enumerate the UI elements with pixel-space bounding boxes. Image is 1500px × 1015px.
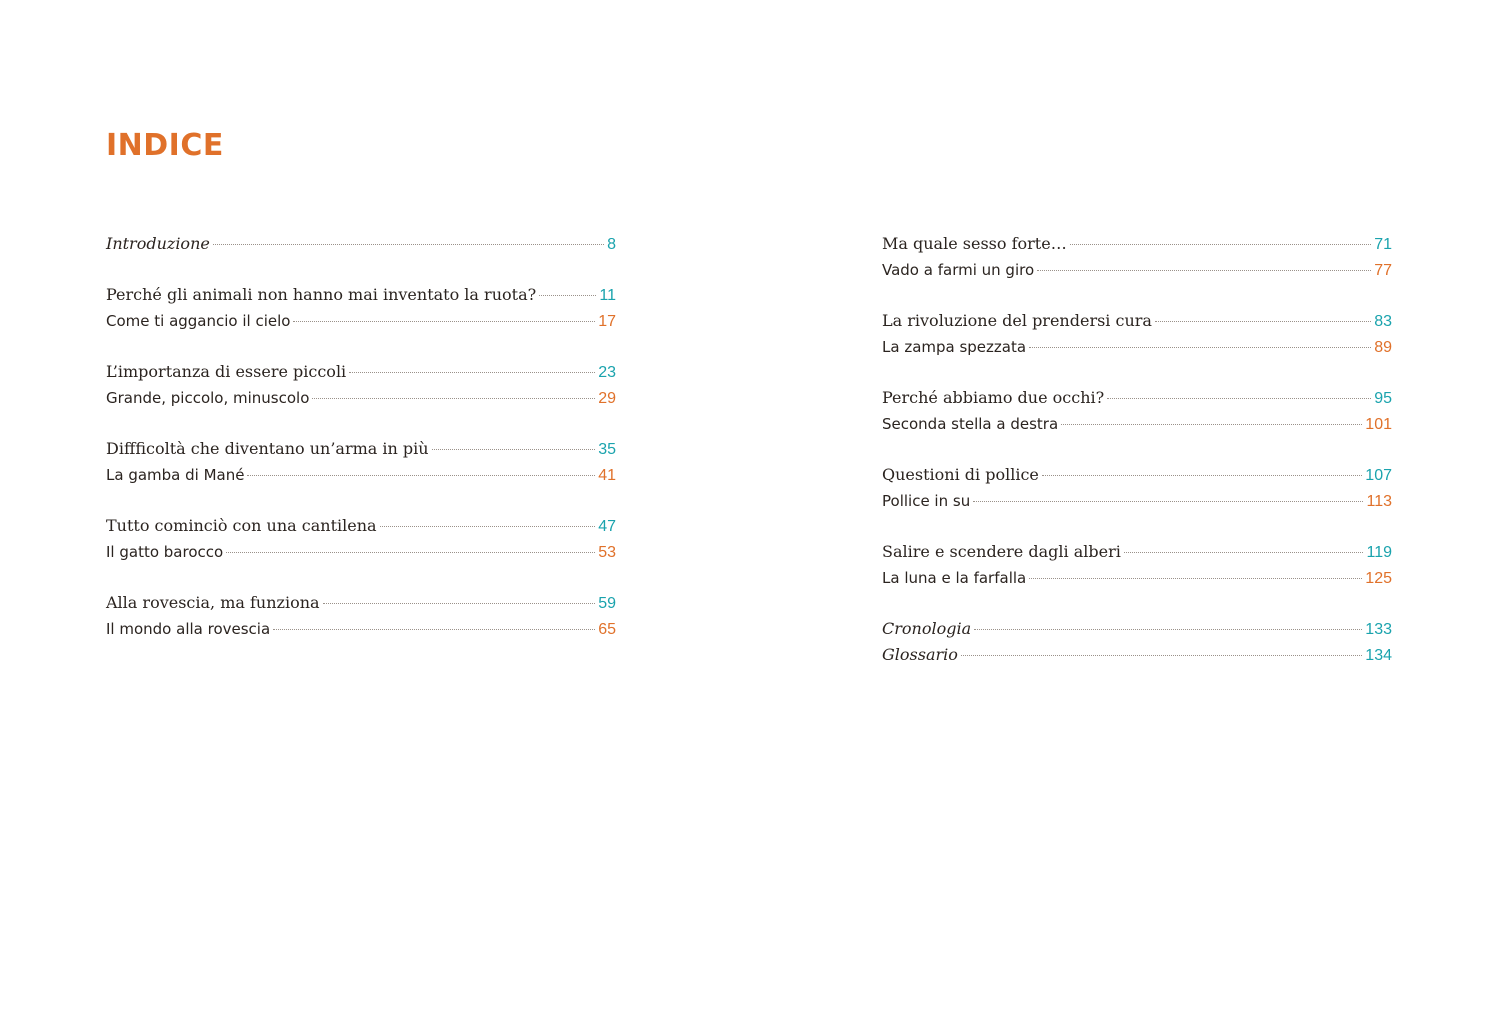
toc-entry-page: 95 (1374, 390, 1392, 407)
dot-leader (1037, 270, 1371, 271)
toc-group-chapter (106, 359, 616, 411)
toc-entry[interactable] (106, 385, 616, 411)
toc-group-chapter (882, 462, 1392, 514)
toc-entry-page: 65 (598, 621, 616, 638)
toc-entry-page: 101 (1365, 416, 1392, 433)
toc-entry-title: L’importanza di essere piccoli (106, 362, 347, 381)
dot-leader (1107, 398, 1371, 399)
toc-entry[interactable] (882, 616, 1392, 642)
toc-entry-page: 29 (598, 390, 616, 407)
toc-entry-title: La luna e la farfalla (882, 569, 1027, 587)
toc-entry-title: Pollice in su (882, 492, 971, 510)
toc-entry[interactable] (106, 616, 616, 642)
toc-entry-page: 77 (1374, 262, 1392, 279)
dot-leader (273, 629, 595, 630)
toc-group-chapter (882, 539, 1392, 591)
toc-entry-page: 47 (598, 518, 616, 535)
toc-entry-page: 83 (1374, 313, 1392, 330)
toc-group-chapter (106, 513, 616, 565)
dot-leader (1155, 321, 1371, 322)
toc-group-chapter (106, 282, 616, 334)
toc-entry-page: 59 (598, 595, 616, 612)
toc-entry-page: 134 (1365, 647, 1392, 664)
toc-entry[interactable] (106, 436, 616, 462)
toc-entry-page: 113 (1366, 493, 1392, 510)
dot-leader (213, 244, 604, 245)
toc-entry[interactable] (106, 513, 616, 539)
toc-entry-page: 133 (1365, 621, 1392, 638)
dot-leader (226, 552, 595, 553)
dot-leader (432, 449, 596, 450)
toc-entry-title: Seconda stella a destra (882, 415, 1059, 433)
dot-leader (349, 372, 595, 373)
toc-entry[interactable] (882, 231, 1392, 257)
toc-entry-title: Alla rovescia, ma funziona (106, 593, 320, 612)
page-title: INDICE (106, 128, 224, 163)
toc-entry-title: La zampa spezzata (882, 338, 1027, 356)
toc-entry[interactable] (106, 590, 616, 616)
dot-leader (247, 475, 595, 476)
dot-leader (312, 398, 595, 399)
toc-entry[interactable] (882, 539, 1392, 565)
toc-entry-page: 89 (1374, 339, 1392, 356)
dot-leader (1070, 244, 1372, 245)
toc-group-chapter (106, 436, 616, 488)
toc-entry-page: 17 (598, 313, 616, 330)
toc-entry[interactable] (106, 308, 616, 334)
toc-entry[interactable] (882, 308, 1392, 334)
dot-leader (1124, 552, 1364, 553)
toc-entry[interactable] (882, 411, 1392, 437)
toc-group-chapter (882, 385, 1392, 437)
toc-entry-title: Perché gli animali non hanno mai inventato la ruota? (106, 285, 537, 304)
toc-column-right (882, 231, 1392, 693)
toc-entry-title: Ma quale sesso forte… (882, 234, 1067, 253)
toc-entry-title: Cronologia (882, 619, 972, 638)
dot-leader (380, 526, 596, 527)
toc-group-chapter (882, 308, 1392, 360)
toc-entry-title: Questioni di pollice (882, 465, 1039, 484)
toc-entry-title: Tutto cominciò con una cantilena (106, 516, 377, 535)
toc-entry-page: 125 (1365, 570, 1392, 587)
toc-entry-title: Perché abbiamo due occhi? (882, 388, 1105, 407)
toc-entry[interactable] (882, 565, 1392, 591)
toc-entry-title: Introduzione (106, 234, 210, 253)
toc-entry-page: 23 (598, 364, 616, 381)
dot-leader (1029, 578, 1362, 579)
toc-entry[interactable] (882, 462, 1392, 488)
toc-entry[interactable] (106, 539, 616, 565)
toc-entry-page: 11 (599, 287, 616, 304)
toc-entry[interactable] (106, 359, 616, 385)
dot-leader (1042, 475, 1362, 476)
toc-column-left (106, 231, 616, 667)
dot-leader (293, 321, 595, 322)
dot-leader (973, 501, 1363, 502)
toc-entry-page: 119 (1366, 544, 1392, 561)
toc-entry-page: 8 (607, 236, 616, 253)
toc-group-appendix (882, 616, 1392, 668)
toc-entry-title: Grande, piccolo, minuscolo (106, 389, 310, 407)
toc-entry-page: 35 (598, 441, 616, 458)
toc-entry-title: Salire e scendere dagli alberi (882, 542, 1121, 561)
toc-entry-page: 41 (598, 467, 616, 484)
toc-entry-title: Il gatto barocco (106, 543, 224, 561)
toc-entry-title: La gamba di Mané (106, 466, 245, 484)
toc-entry-page: 107 (1365, 467, 1392, 484)
toc-entry[interactable] (882, 642, 1392, 668)
toc-entry-title: Diffficoltà che diventano un’arma in più (106, 439, 429, 458)
toc-entry-page: 53 (598, 544, 616, 561)
toc-entry-page: 71 (1374, 236, 1392, 253)
toc-entry[interactable] (882, 488, 1392, 514)
toc-entry[interactable] (106, 231, 616, 257)
toc-group-introduction (106, 231, 616, 257)
dot-leader (1029, 347, 1371, 348)
toc-entry[interactable] (882, 334, 1392, 360)
dot-leader (961, 655, 1362, 656)
toc-group-chapter (882, 231, 1392, 283)
toc-entry[interactable] (882, 257, 1392, 283)
toc-entry[interactable] (106, 462, 616, 488)
dot-leader (1061, 424, 1362, 425)
toc-entry-title: Come ti aggancio il cielo (106, 312, 291, 330)
dot-leader (539, 295, 596, 296)
dot-leader (974, 629, 1362, 630)
toc-group-chapter (106, 590, 616, 642)
dot-leader (323, 603, 596, 604)
toc-entry[interactable] (106, 282, 616, 308)
toc-entry-title: Glossario (882, 645, 958, 664)
toc-entry-title: Il mondo alla rovescia (106, 620, 271, 638)
toc-entry-title: La rivoluzione del prendersi cura (882, 311, 1152, 330)
toc-entry-title: Vado a farmi un giro (882, 261, 1035, 279)
toc-entry[interactable] (882, 385, 1392, 411)
